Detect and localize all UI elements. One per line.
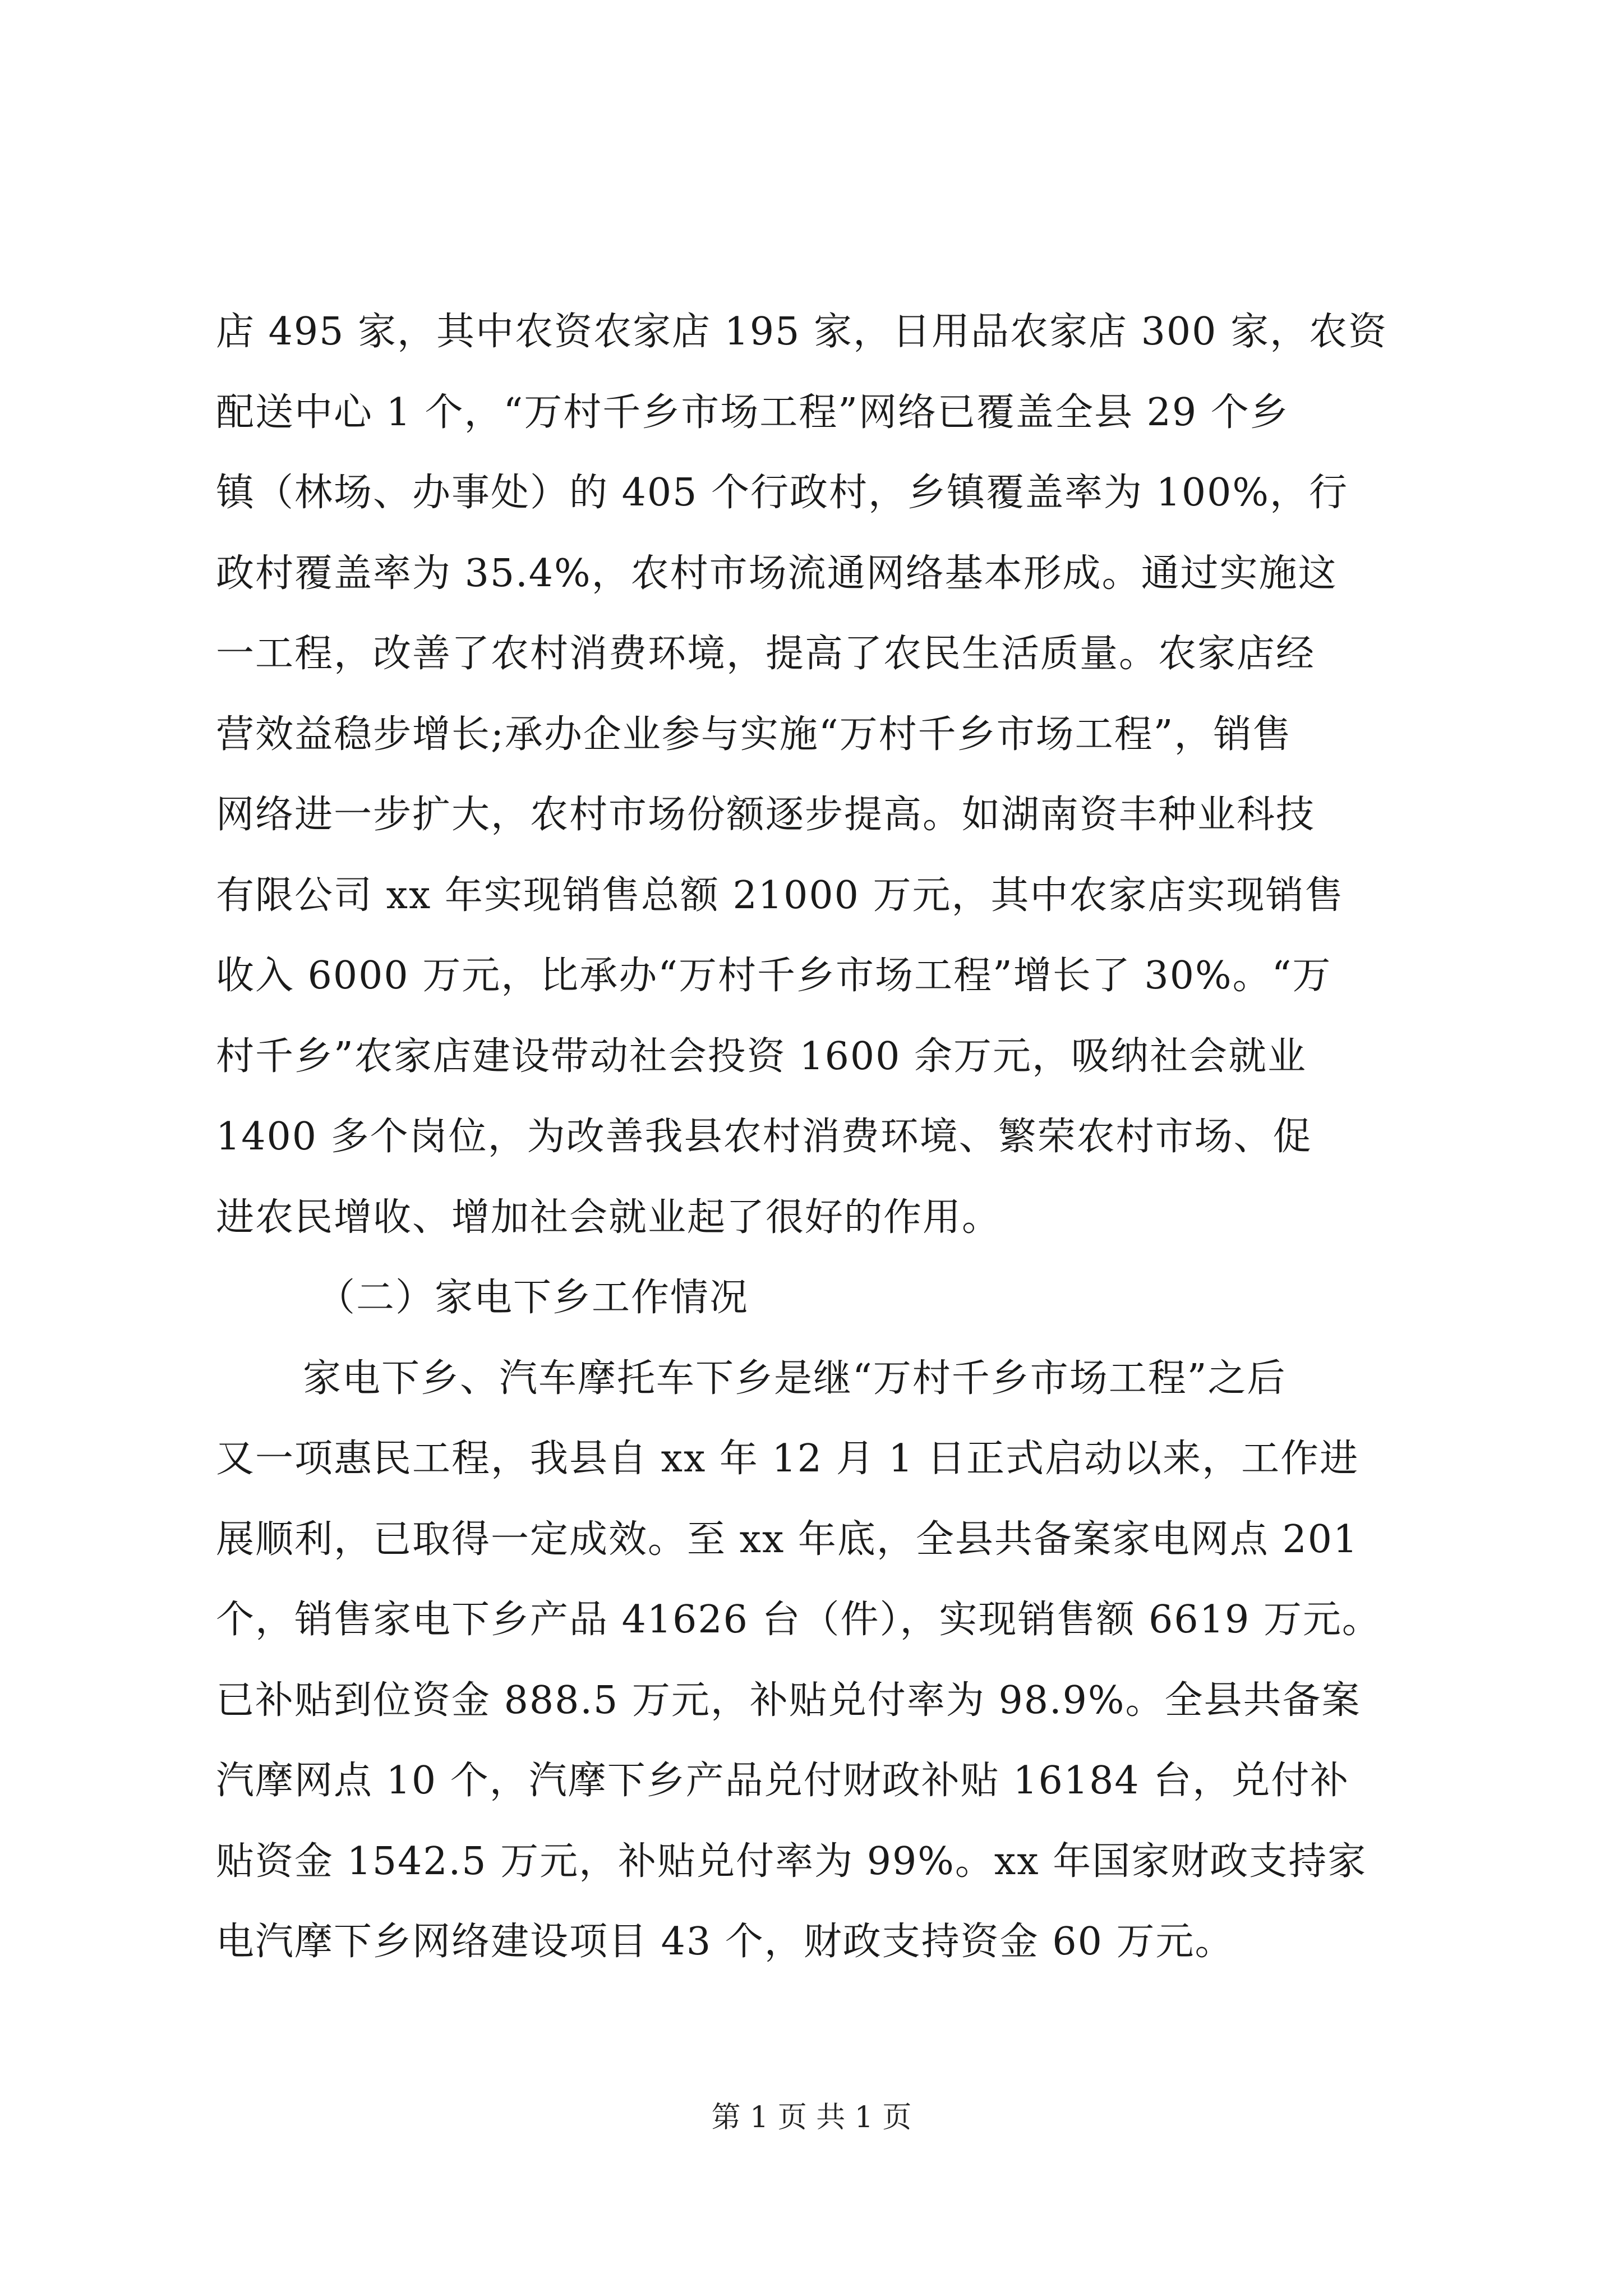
paragraph-line: 镇（林场、办事处）的 405 个行政村，乡镇覆盖率为 100%，行 [216,471,1349,515]
section-heading: （二）家电下乡工作情况 [317,1276,749,1320]
paragraph-line: 收入 6000 万元，比承办“万村千乡市场工程”增长了 30%。“万 [216,954,1332,998]
paragraph-line: 1400 多个岗位，为改善我县农村消费环境、繁荣农村市场、促 [216,1115,1312,1159]
paragraph-line: 家电下乡、汽车摩托车下乡是继“万村千乡市场工程”之后 [303,1356,1287,1401]
paragraph-line: 展顺利，已取得一定成效。至 xx 年底，全县共备案家电网点 201 [216,1517,1359,1562]
paragraph-line: 村千乡”农家店建设带动社会投资 1600 余万元，吸纳社会就业 [216,1034,1307,1079]
paragraph-line: 又一项惠民工程，我县自 xx 年 12 月 1 日正式启动以来，工作进 [216,1437,1359,1481]
page-footer: 第 1 页 共 1 页 [711,2101,912,2134]
paragraph-line: 电汽摩下乡网络建设项目 43 个，财政支持资金 60 万元。 [216,1920,1234,1964]
paragraph-line: 进农民增收、增加社会就业起了很好的作用。 [216,1195,1002,1240]
paragraph-line: 个，销售家电下乡产品 41626 台（件），实现销售额 6619 万元。 [216,1598,1381,1642]
paragraph-line: 有限公司 xx 年实现销售总额 21000 万元，其中农家店实现销售 [216,873,1344,918]
paragraph-line: 已补贴到位资金 888.5 万元，补贴兑付率为 98.9%。全县共备案 [216,1678,1361,1723]
paragraph-line: 网络进一步扩大，农村市场份额逐步提高。如湖南资丰种业科技 [216,793,1316,837]
paragraph-line: 政村覆盖率为 35.4%，农村市场流通网络基本形成。通过实施这 [216,551,1338,596]
paragraph-line: 店 495 家，其中农资农家店 195 家，日用品农家店 300 家，农资 [216,310,1388,354]
paragraph-line: 汽摩网点 10 个，汽摩下乡产品兑付财政补贴 16184 台，兑付补 [216,1759,1350,1803]
paragraph-line: 营效益稳步增长;承办企业参与实施“万村千乡市场工程”，销售 [216,712,1292,757]
body-text [216,292,1416,1982]
paragraph-line: 配送中心 1 个，“万村千乡市场工程”网络已覆盖全县 29 个乡 [216,390,1289,435]
paragraph-line: 贴资金 1542.5 万元，补贴兑付率为 99%。xx 年国家财政支持家 [216,1839,1367,1884]
paragraph-line: 一工程，改善了农村消费环境，提高了农民生活质量。农家店经 [216,632,1316,676]
